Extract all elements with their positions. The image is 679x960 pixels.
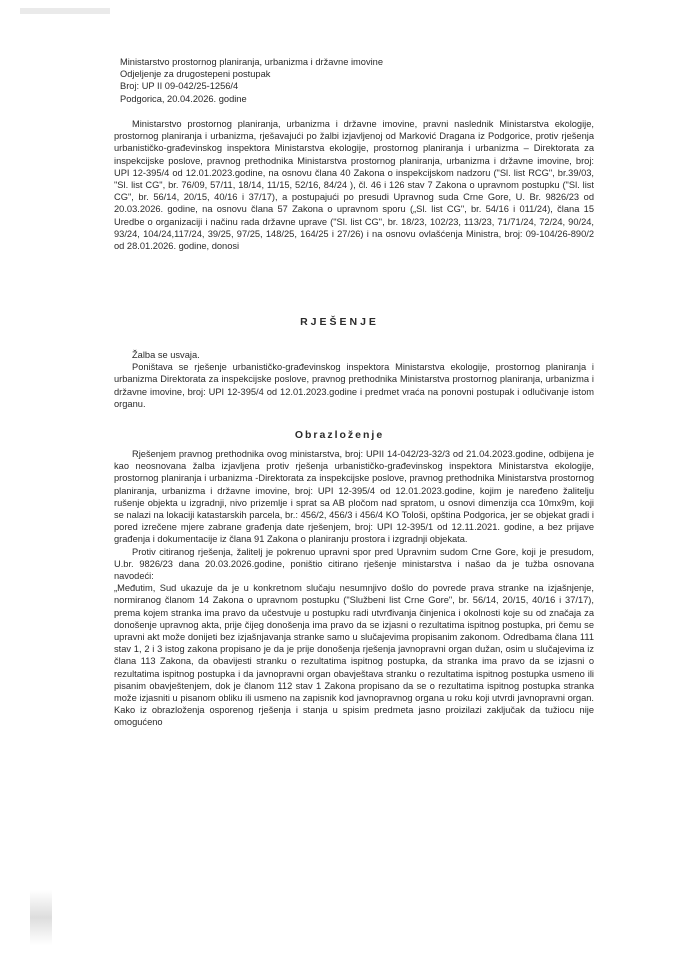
resenje-heading: RJEŠENJE [300, 316, 379, 328]
case-number: Broj: UP II 09-042/25-1256/4 [120, 81, 239, 92]
reasoning-paragraph-2: Protiv citiranog rješenja, žalitelj je pokrenuo upravni spor pred Upravnim sudom Crne Gore, koji je presudom, U.br. 9826/23 dana 20.03.2026.godine, poništio citirano rješenje ministarstva i našao da je tužba osnovana navodeći: [114, 546, 594, 582]
place-date: Podgorica, 20.04.2026. godine [120, 93, 247, 104]
intro-section [114, 118, 594, 252]
decision-paragraph-2: Poništava se rješenje urbanističko-građevinskog inspektora Ministarstva ekologije, prostornog planiranja i urbanizma Direktorata za inspekcijske poslove, pravnog prethodnika Ministarstva prostornog planiranja, urbanizma i državne imovine, broj: UPI 12-395/4 od 12.01.2023.godine i predmet vraća na ponovni postupak i odlučivanje istom organu. [114, 362, 594, 409]
intro-paragraph: Ministarstvo prostornog planiranja, urbanizma i državne imovine, pravni naslednik Ministarstva ekologije, prostornog planiranja i urbanizma, rješavajući po žalbi izjavljenoj od Marković Dragana iz Podgorice, protiv rješenja urbanističko-građevinskog inspektora Ministarstva ekologije, prostornog planiranja i urbanizma – Direktorata za inspekcijske poslove, pravnog prethodnika Ministarstva prostornog planiranja, urbanizma i državne imovine, broj: UPI 12-395/4 od 12.01.2023.godine, na osnovu člana 40 Zakona o inspekcijskom nadzoru ("Sl. list RCG", br.39/03, "Sl. list CG", br. 76/09, 57/11, 18/14, 11/15, 52/16, 84/24 ), čl. 46 i 126 stav 7 Zakona o upravnom postupku ("Sl. list CG", br. 56/14, 20/15, 40/16 i 37/17), a postupajući po presudi Upravnog suda Crne Gore, U. Br. 9826/23 od 20.03.2026. godine, na osnovu člana 57 Zakona o upravnom sporu („Sl. list CG", br. 54/16 i 011/24), člana 15 Uredbe o organizaciji i načinu rada državne uprave ("Sl. list CG", br. 18/23, 102/23, 113/23, 71/71/24, 72/24, 90/24, 93/24, 104/24,117/24, 39/25, 97/25, 148/25, 164/25 i 27/26) i na osnovu ovlašćenja Ministra, broj: 09-104/26-890/2 od 28.01.2026. godine, donosi [114, 119, 594, 252]
document-header [120, 56, 580, 105]
court-quote-paragraph: „Međutim, Sud ukazuje da je u konkretnom slučaju nesumnjivo došlo do povrede prava stranke na izjašnjenje, normiranog članom 14 Zakona o upravnom postupku ("Službeni list Crne Gore", br. 56/14, 20/15, 40/16 i 37/17), prema kojem stranka ima pravo da učestvuje u postupku radi utvrđivanja činjenica i okolnosti koje su od značaja za donošenje upravnog akta, prije čijeg donošenja ima pravo da se izjasni o rezultatima ispitnog postupka, pri čemu se upravni akt može donijeti bez izjašnjavanja stranke samo u slučajevima propisanim zakonom. Odredbama člana 111 stav 1, 2 i 3 istog zakona propisano je da je prije donošenja rješenja javnopravni organ dužan, osim u slučajevima iz člana 113 Zakona, da obavijesti stranku o rezultatima ispitnog postupka, da stranka ima pravo da se izjasni o rezultatima ispitnog postupka i da javnopravni organ obavještava stranku o rezultatima ispitnog postupka usmeno ili pisanim obavještenjem, dok je članom 112 stav 1 Zakona propisano da se o rezultatima ispitnog postupka stranka može izjasniti u pisanom obliku ili usmeno na zapisnik kod javnopravnog organa u roku koji utvrdi javnopravni organ. Kako iz obrazloženja osporenog rješenja i stanja u spisim predmeta jasno proizilazi zaključak da tužiocu nije omogućeno [114, 583, 594, 728]
ministry-name: Ministarstvo prostornog planiranja, urbanizma i državne imovine [120, 57, 384, 67]
scan-artifact-bottom [30, 890, 52, 945]
obrazlozenje-heading: Obrazloženje [294, 429, 385, 441]
department-name: Odjeljenje za drugostepeni postupak [120, 69, 271, 80]
scan-artifact-top [20, 8, 110, 14]
decision-paragraph-1: Žalba se usvaja. [132, 350, 200, 360]
reasoning-section [114, 448, 594, 729]
reasoning-paragraph-1: Rješenjem pravnog prethodnika ovog ministarstva, broj: UPII 14-042/23-32/3 od 21.04.2023.godine, odbijena je kao neosnovana žalba izjavljena protiv rješenja urbanističko-građevinskog inspektora Ministarstva ekologije, prostornog planiranja i urbanizma -Direktorata za inspekcijske poslove, pravnog prethodnika Ministarstva prostornog planiranja, urbanizma i državne imovine, broj: UPI 12-395/4 od 12.01.2023.godine, kojim je naređeno žalitelju rušenje objekta u izgradnji, nivo prizemlje i sprat sa AB pločom nad spratom, u osnovi dimenzija cca 10mx9m, koji se nalazi na lokaciji katastarskih parcela, br.: 456/2, 456/3 i 456/4 KO Tološi, opština Podgorica, jer se objekat gradi i pored izrečene mjere zabrane građenja date rješenjem, broj: UPI 12-395/1 od 12.11.2021. godine, a bez prijave građenja i dokumentacije iz člana 91 Zakona o planiranju prostora i izgradnji objekata. [114, 449, 594, 545]
decision-section [114, 349, 594, 410]
